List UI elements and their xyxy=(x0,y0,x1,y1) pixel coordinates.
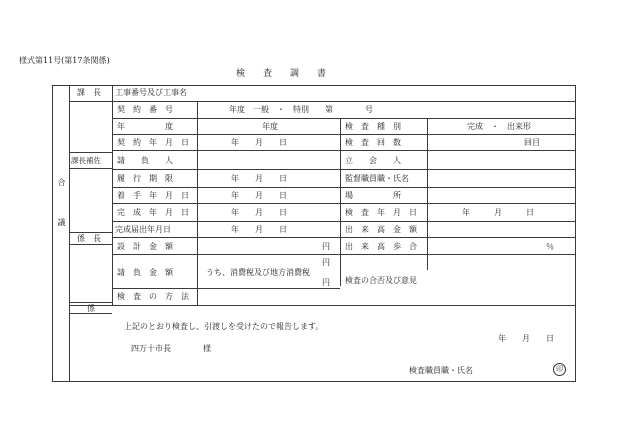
sidebar-role-kakaricho: 係 長 xyxy=(77,234,101,243)
form-number: 様式第11号(第17条関係) xyxy=(19,56,110,65)
row-line-4 xyxy=(112,150,575,151)
frame-bottom xyxy=(52,381,575,382)
seal-stamp: 印 xyxy=(553,363,566,376)
label-inspection-result: 検査の合否及び意見 xyxy=(345,276,417,285)
label-completion-report-date: 完成届出年月日 xyxy=(115,225,171,234)
label-contract-number: 契 約 番 号 xyxy=(117,105,173,114)
sidebar-role-kachohosa: 課長補佐 xyxy=(71,156,101,165)
label-start-date: 着 手 年 月 日 xyxy=(117,191,189,200)
sidebar-line-3 xyxy=(69,168,112,169)
label-location: 場 所 xyxy=(345,191,401,200)
label-inspection-date: 検 査 年 月 日 xyxy=(345,208,417,217)
label-completion-date: 完 成 年 月 日 xyxy=(117,208,189,217)
field-completion-date[interactable]: 年 月 日 xyxy=(231,208,287,217)
row-line-3 xyxy=(112,134,575,135)
row-line-9 xyxy=(112,237,575,238)
row-line-11 xyxy=(112,288,340,289)
label-progress-rate: 出 来 高 歩 合 xyxy=(345,242,417,251)
label-contractor: 請 負 人 xyxy=(117,156,173,165)
field-inspection-date[interactable]: 年 月 日 xyxy=(462,208,534,217)
report-statement: 上記のとおり検査し、引渡しを受けたので報告します。 xyxy=(124,322,324,331)
field-fiscal-year[interactable]: 年度 xyxy=(262,122,278,131)
unit-design-amount: 円 xyxy=(322,242,330,251)
row-line-2 xyxy=(112,118,575,119)
label-completion-deadline: 履 行 期 限 xyxy=(117,174,173,183)
label-fiscal-year: 年 度 xyxy=(117,122,173,131)
col-sep-right-values xyxy=(427,118,428,270)
label-inspection-type: 検 査 種 別 xyxy=(345,122,401,131)
row-line-1 xyxy=(112,101,575,102)
sidebar-line-1 xyxy=(69,101,112,102)
row-line-7 xyxy=(112,203,575,204)
unit-tax-amount: 円 xyxy=(322,278,330,287)
field-contract-number[interactable]: 年度 一般 ・ 特別 第 号 xyxy=(229,105,373,114)
label-contract-amount: 請 負 金 額 xyxy=(117,268,173,277)
frame-top xyxy=(52,85,575,86)
frame-right xyxy=(575,85,576,382)
label-progress-amount: 出 来 高 金 額 xyxy=(345,225,417,234)
label-supervisor: 監督職員職・氏名 xyxy=(345,174,409,183)
field-inspection-type[interactable]: 完成 ・ 出来形 xyxy=(467,122,531,131)
row-line-6 xyxy=(112,187,575,188)
page-title: 検 査 調 書 xyxy=(236,69,327,79)
frame-left xyxy=(52,85,53,382)
sidebar-role-kacho: 課 長 xyxy=(77,88,101,97)
row-line-5 xyxy=(112,169,575,170)
field-contract-date[interactable]: 年 月 日 xyxy=(231,138,287,147)
sidebar-line-2 xyxy=(69,152,112,153)
label-inspection-method: 検 査 の 方 法 xyxy=(117,292,189,301)
field-start-date[interactable]: 年 月 日 xyxy=(231,191,287,200)
tax-note: うち、消費税及び地方消費税 xyxy=(206,268,310,277)
label-inspection-count: 検 査 回 数 xyxy=(345,138,401,147)
col-sep-sidebar xyxy=(69,85,70,382)
sidebar-line-6 xyxy=(69,302,112,303)
row-line-12 xyxy=(69,305,575,306)
unit-progress-rate: ％ xyxy=(546,242,554,251)
label-contract-date: 契 約 年 月 日 xyxy=(117,138,189,147)
report-date: 年 月 日 xyxy=(498,334,554,343)
row-line-8 xyxy=(112,221,575,222)
col-sep-right xyxy=(340,118,341,286)
sidebar-line-4 xyxy=(69,232,112,233)
unit-contract-amount: 円 xyxy=(322,258,330,267)
sidebar-line-5 xyxy=(69,244,112,245)
sidebar-role-kakari: 係 xyxy=(87,304,95,313)
report-inspector: 検査職員職・氏名 xyxy=(409,366,473,375)
field-completion-deadline[interactable]: 年 月 日 xyxy=(231,174,287,183)
label-project-name: 工事番号及び工事名 xyxy=(115,88,187,97)
label-witness: 立 会 人 xyxy=(345,156,401,165)
field-inspection-count[interactable]: 回目 xyxy=(524,138,540,147)
report-addressee: 四万十市長 様 xyxy=(131,344,211,353)
label-design-amount: 設 計 金 額 xyxy=(117,242,173,251)
sidebar-group-label: 合 議 xyxy=(57,178,66,226)
field-completion-report-date[interactable]: 年 月 日 xyxy=(231,225,287,234)
row-line-10 xyxy=(112,254,575,255)
